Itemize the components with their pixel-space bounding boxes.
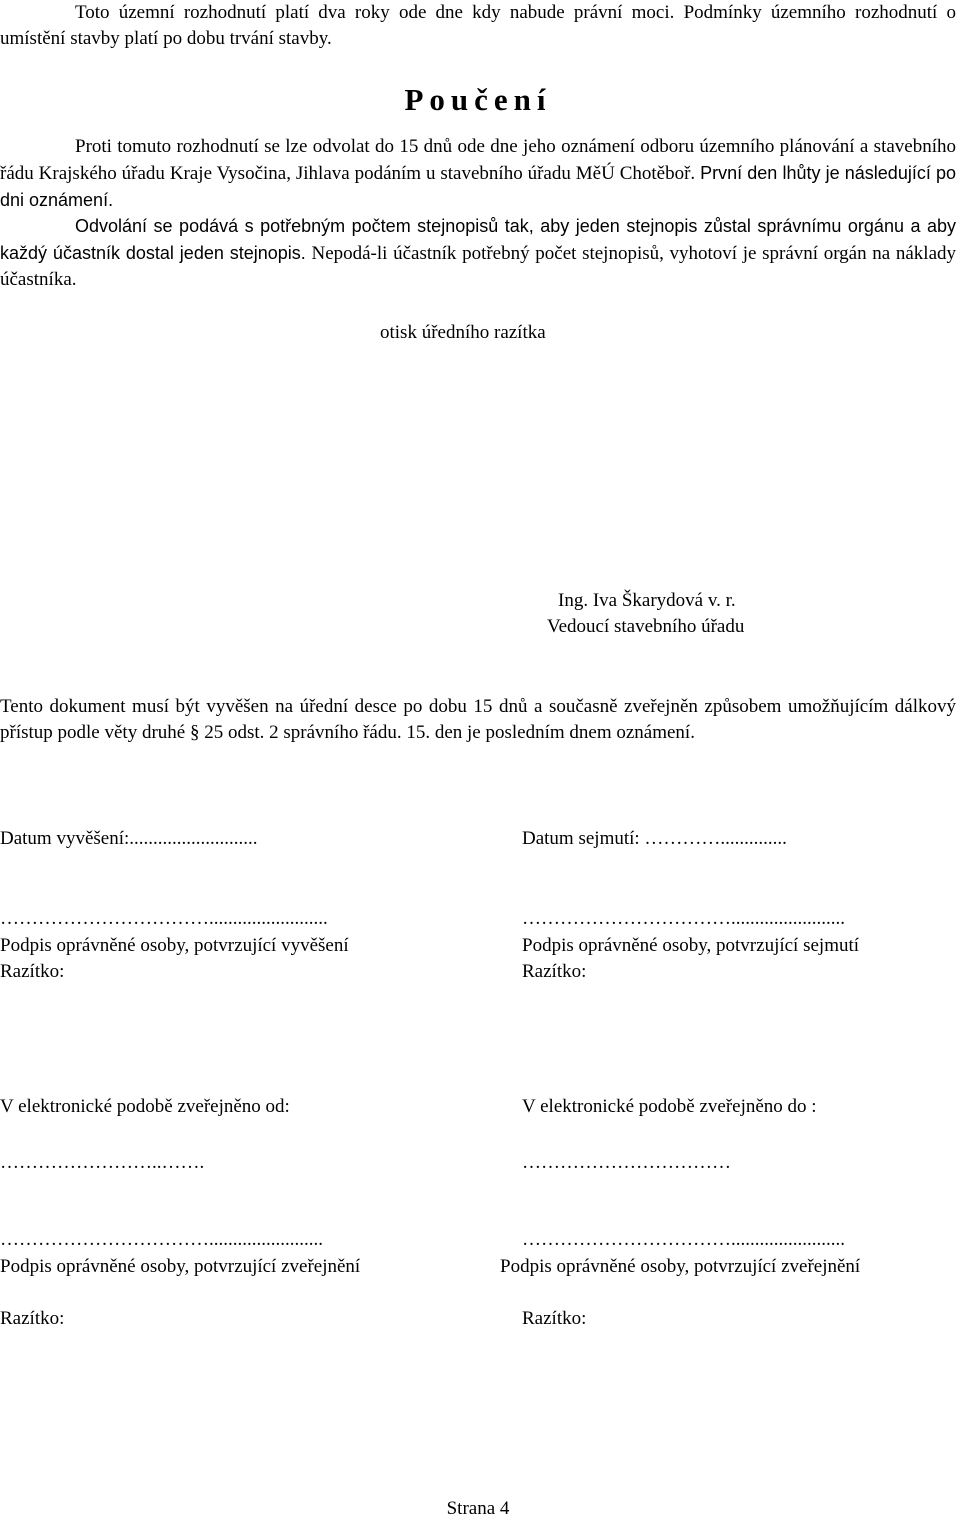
deadline-text: První den lhůty je následující po dni oznámení.: [0, 163, 957, 210]
copies-paragraph: [0, 213, 956, 293]
validity-paragraph: Toto územní rozhodnutí platí dva roky ode dne kdy nabude právní moci. Podmínky územního rozhodnutí o umístění stavby platí po dobu trvání stavby.: [0, 2, 956, 49]
posted-signature-line: …………………………….........................: [0, 908, 328, 929]
electronic-from-label: V elektronické podobě zveřejněno od:: [0, 1096, 290, 1117]
removed-signature-line: ……………………………........................: [522, 908, 845, 929]
appeal-paragraph: [0, 134, 956, 214]
posted-signature-caption: Podpis oprávněné osoby, potvrzující vyvěšení: [0, 935, 349, 956]
electronic-from-signature-line: ……………………………........................: [0, 1229, 323, 1250]
posted-stamp-label: Razítko:: [0, 961, 65, 982]
removed-date-label: Datum sejmutí: …………..............: [522, 828, 787, 849]
removed-signature-caption: Podpis oprávněné osoby, potvrzující sejmutí: [522, 935, 860, 956]
copies-text-a: Odvolání se podává s potřebným počtem stejnopisů tak, aby jeden stejnopis zůstal správnímu orgánu a aby každý účastník dostal jeden stejnopis.: [0, 216, 956, 263]
electronic-to-date-line: ……………………………: [522, 1152, 731, 1173]
page-number: Strana 4: [446, 1498, 510, 1519]
electronic-from-date-line: ……………………..…….: [0, 1152, 205, 1173]
signatory-name: Ing. Iva Škarydová v. r.: [558, 590, 736, 611]
removed-stamp-label: Razítko:: [522, 961, 587, 982]
stamp-placeholder: otisk úředního razítka: [380, 322, 546, 343]
posted-date-label: Datum vyvěšení:...........................: [0, 828, 258, 849]
electronic-to-label: V elektronické podobě zveřejněno do :: [522, 1096, 817, 1117]
notice-paragraph: Tento dokument musí být vyvěšen na úřední desce po dobu 15 dnů a současně zveřejněn způsobem umožňujícím dálkový přístup podle věty druhé § 25 odst. 2 správního řádu. 15. den je posledním dnem oznámení.: [0, 696, 956, 743]
signatory-title: Vedoucí stavebního úřadu: [547, 616, 745, 637]
appeal-text: Proti tomuto rozhodnutí se lze odvolat do 15 dnů ode dne jeho oznámení odboru územního plánování a stavebního řádu Krajského úřadu Kraje Vysočina, Jihlava podáním u stavebního úřadu MěÚ Chotěboř.: [0, 136, 956, 184]
electronic-to-signature-caption: Podpis oprávněné osoby, potvrzující zveřejnění: [500, 1256, 861, 1277]
instruction-heading: Poučení: [404, 82, 552, 117]
electronic-to-stamp-label: Razítko:: [522, 1308, 587, 1329]
electronic-from-signature-caption: Podpis oprávněné osoby, potvrzující zveřejnění: [0, 1256, 361, 1277]
electronic-from-stamp-label: Razítko:: [0, 1308, 65, 1329]
copies-text-b: Nepodá-li účastník potřebný počet stejnopisů, vyhotoví je správní orgán na náklady účastníka.: [0, 243, 957, 290]
electronic-to-signature-line: ……………………………........................: [522, 1229, 845, 1250]
